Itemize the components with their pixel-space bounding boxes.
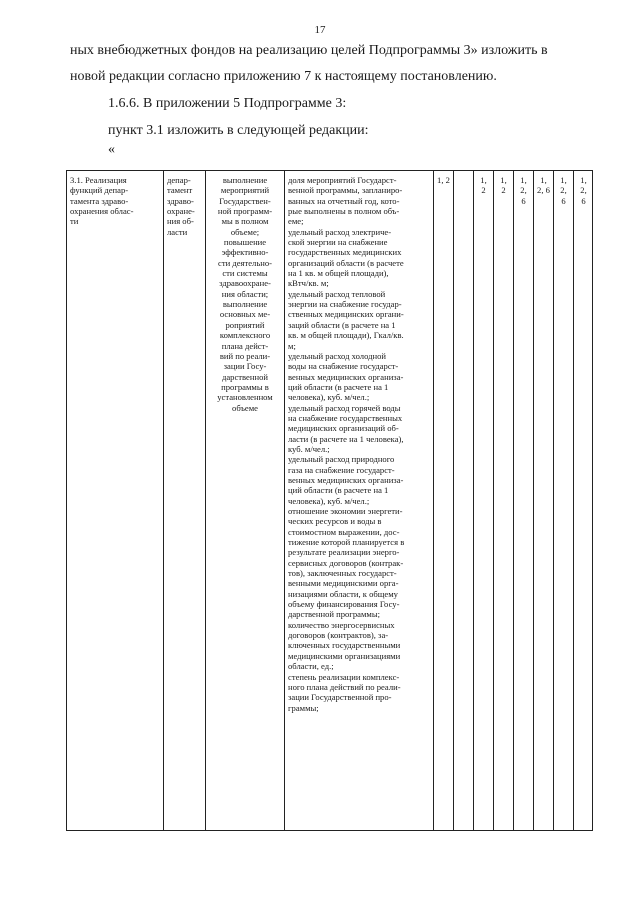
intro-line-1: ных внебюджетных фондов на реализацию целей Подпрограммы 3» изложить в xyxy=(70,43,548,58)
cell-line: низациями области, к общему xyxy=(288,588,398,599)
cell-line: степень реализации комплекс- xyxy=(288,671,400,682)
cell-line: Государствен- xyxy=(219,195,271,206)
cell-line: 2, xyxy=(520,185,527,196)
cell-line: комплексного xyxy=(219,330,271,341)
cell-line: ной программ- xyxy=(217,206,273,217)
cell-line: удельный расход тепловой xyxy=(288,288,386,299)
cell-line: охране- xyxy=(167,206,195,217)
cell-line: 1, 2 xyxy=(437,175,450,185)
cell-task xyxy=(67,171,164,830)
cell-line: выполнение xyxy=(222,299,268,310)
opening-quote: « xyxy=(108,142,115,157)
cell-line: ской энергии на снабжение xyxy=(288,237,388,248)
cell-line: эффективно- xyxy=(221,247,269,258)
cell-line: ций области (в расчете на 1 xyxy=(288,485,389,496)
cell-line: человека), куб. м/чел.; xyxy=(288,392,370,403)
cell-line: ласти xyxy=(167,226,188,237)
intro-line-4: пункт 3.1 изложить в следующей редакции: xyxy=(108,123,369,138)
cell-line: медицинскими организациями xyxy=(288,650,401,661)
cell-line: основных ме- xyxy=(219,309,271,320)
cell-line: венной программы, запланиро- xyxy=(288,185,403,196)
cell-line: 1, xyxy=(520,175,527,185)
cell-line: заций области (в расчете на 1 xyxy=(288,319,396,330)
cell-line: ванных на отчетный год, кото- xyxy=(288,195,400,206)
cell-line: энергии на снабжение государ- xyxy=(288,299,402,310)
cell-line: объеме xyxy=(232,402,258,413)
cell-line: газа на снабжение государст- xyxy=(288,464,395,475)
cell-line: тамент xyxy=(167,185,193,196)
cell-line: дарственной xyxy=(222,371,268,382)
cell-line: доля мероприятий Государст- xyxy=(288,175,397,185)
cell-line: удельный расход природного xyxy=(288,454,395,465)
cell-line: количество энергосервисных xyxy=(288,619,395,630)
cell-line: выполнение xyxy=(222,175,268,185)
cell-indicator-4 xyxy=(494,171,514,830)
cell-line: ласти (в расчете на 1 человека), xyxy=(288,433,404,444)
cell-line: сти системы xyxy=(222,268,268,279)
cell-line: государственных медицинских xyxy=(288,247,402,258)
cell-line: рые выполнены в полном объ- xyxy=(288,206,400,217)
cell-line: ти xyxy=(70,216,79,227)
cell-line: дарственной программы; xyxy=(288,609,380,620)
cell-line: венными медицинскими орга- xyxy=(288,578,399,589)
cell-line: объему финансирования Госу- xyxy=(288,599,400,610)
cell-line: куб. м/чел.; xyxy=(288,443,330,454)
cell-line: сервисных договоров (контрак- xyxy=(288,557,404,568)
cell-indicators xyxy=(285,171,434,830)
cell-line: здраво- xyxy=(167,195,194,206)
cell-line: тамента здраво- xyxy=(70,195,129,206)
cell-line: еме; xyxy=(288,216,304,227)
cell-indicator-7 xyxy=(554,171,574,830)
cell-line: ния об- xyxy=(167,216,194,227)
cell-line: ния области; xyxy=(221,288,269,299)
cell-line: удельный расход электриче- xyxy=(288,226,392,237)
cell-line: сти деятельно- xyxy=(218,257,272,268)
cell-line: ственных медицинских органи- xyxy=(288,309,404,320)
cell-line: удельный расход горячей воды xyxy=(288,402,401,413)
cell-line: охранения облас- xyxy=(70,206,134,217)
cell-line: вий по реали- xyxy=(219,350,271,361)
cell-line: воды на снабжение государст- xyxy=(288,361,399,372)
cell-line: мы в полном xyxy=(221,216,269,227)
cell-line: 2, 6 xyxy=(537,185,550,196)
cell-line: ций области (в расчете на 1 xyxy=(288,381,389,392)
cell-indicator-1 xyxy=(434,171,454,830)
cell-line: установленном xyxy=(217,392,273,403)
cell-line: кв. м общей площади), Гкал/кв. xyxy=(288,330,404,341)
cell-line: 2, xyxy=(560,185,567,196)
cell-line: венных медицинских организа- xyxy=(288,371,404,382)
cell-indicator-8 xyxy=(574,171,593,830)
cell-indicator-2 xyxy=(454,171,474,830)
cell-line: кВтч/кв. м; xyxy=(288,278,329,289)
cell-line: 3.1. Реализация xyxy=(70,175,127,185)
cell-line: 6 xyxy=(561,195,566,206)
cell-line: зации Госу- xyxy=(223,361,267,372)
cell-line: граммы; xyxy=(288,702,319,713)
cell-line: области, ед.; xyxy=(288,661,334,672)
cell-line: м; xyxy=(288,340,296,351)
cell-indicator-6 xyxy=(534,171,554,830)
cell-line: повышение xyxy=(223,237,267,248)
cell-line: ключенных государственными xyxy=(288,640,401,651)
cell-line: человека), куб. м/чел.; xyxy=(288,495,370,506)
cell-line: 2 xyxy=(501,185,506,196)
cell-line: на снабжение государственных xyxy=(288,412,403,423)
intro-line-3: 1.6.6. В приложении 5 Подпрограмме 3: xyxy=(108,96,347,111)
cell-line: 1, xyxy=(560,175,567,185)
cell-line: функций депар- xyxy=(70,185,129,196)
cell-line: объеме; xyxy=(230,226,260,237)
intro-line-2: новой редакции согласно приложению 7 к настоящему постановлению. xyxy=(70,69,497,84)
cell-line: депар- xyxy=(167,175,191,185)
cell-line: тижение которой планируется в xyxy=(288,537,405,548)
cell-line: стоимостном выражении, дос- xyxy=(288,526,400,537)
page-number: 17 xyxy=(314,24,326,36)
cell-indicator-5 xyxy=(514,171,534,830)
cell-line: 2, xyxy=(580,185,587,196)
cell-line: 6 xyxy=(521,195,526,206)
cell-line: здравоохране- xyxy=(219,278,271,289)
cell-line: 6 xyxy=(581,195,586,206)
cell-line: медицинских организаций об- xyxy=(288,423,399,434)
cell-line: 1, xyxy=(540,175,547,185)
cell-line: договоров (контрактов), за- xyxy=(288,630,389,641)
cell-results xyxy=(206,171,285,830)
cell-line: организаций области (в расчете xyxy=(288,257,404,268)
cell-line: роприятий xyxy=(225,319,265,330)
cell-executor xyxy=(164,171,206,830)
cell-line: зации Государственной про- xyxy=(288,692,392,703)
cell-line: ного плана действий по реали- xyxy=(288,681,401,692)
cell-indicator-3 xyxy=(474,171,494,830)
cell-line: 1, xyxy=(580,175,587,185)
cell-line: венных медицинских организа- xyxy=(288,474,404,485)
cell-line: 1, xyxy=(480,175,487,185)
program-table xyxy=(66,170,593,831)
cell-line: программы в xyxy=(221,381,269,392)
cell-line: ческих ресурсов и воды в xyxy=(288,516,382,527)
cell-line: мероприятий xyxy=(220,185,270,196)
cell-line: удельный расход холодной xyxy=(288,350,386,361)
cell-line: плана дейст- xyxy=(221,340,269,351)
cell-line: отношение экономии энергети- xyxy=(288,506,403,516)
cell-line: 1, xyxy=(500,175,507,185)
cell-line: результате реализации энерго- xyxy=(288,547,400,558)
cell-line: 2 xyxy=(481,185,486,196)
cell-line: тов), заключенных государст- xyxy=(288,568,397,579)
cell-line: на 1 кв. м общей площади), xyxy=(288,268,389,279)
